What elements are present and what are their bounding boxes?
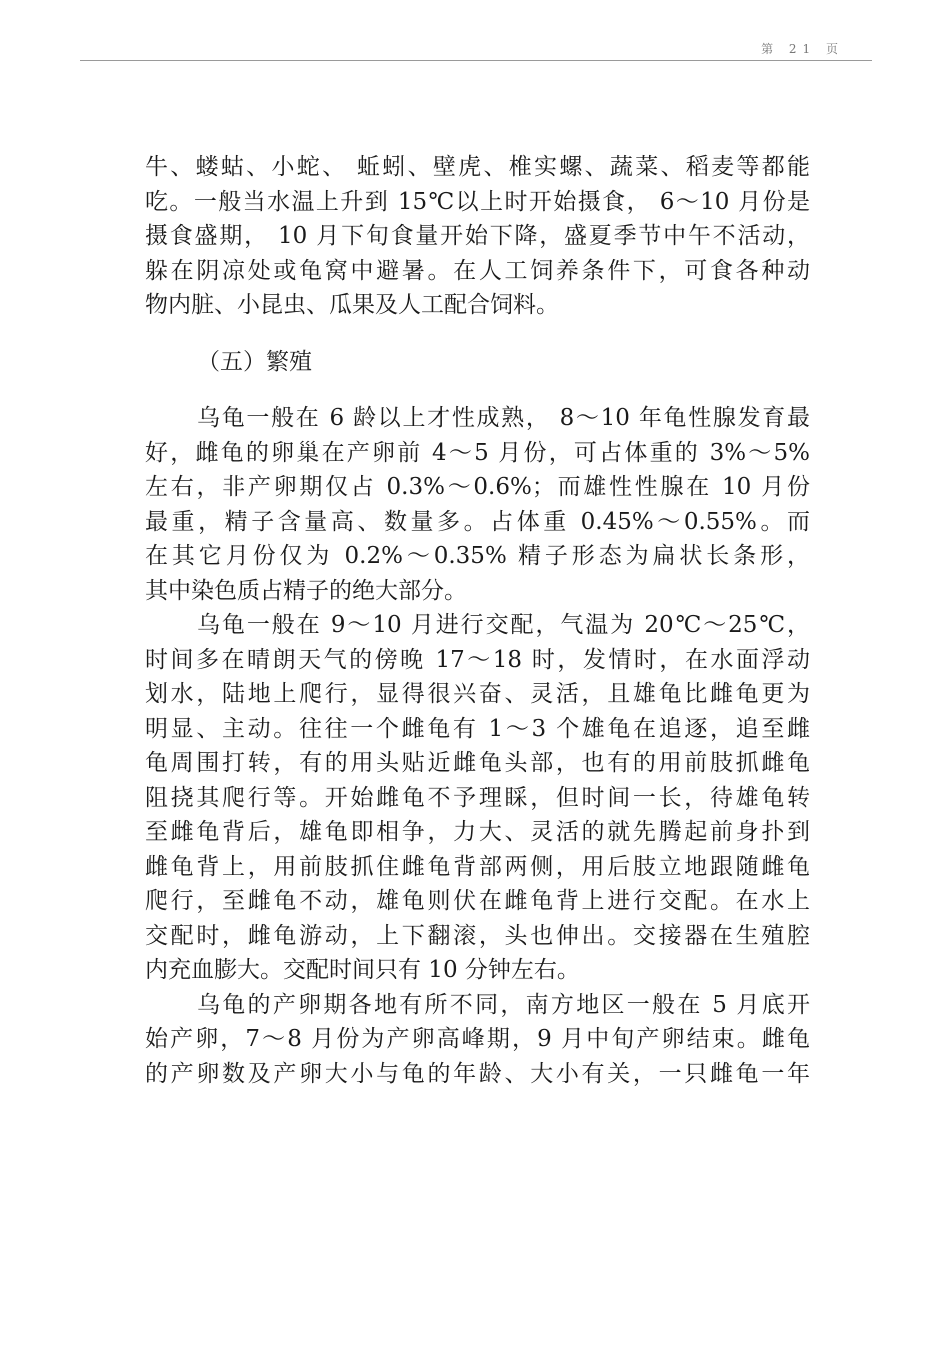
text-line: 物内脏、小昆虫、瓜果及人工配合饲料。: [145, 292, 559, 318]
text-line: 牛、蝼蛄、小蛇、 蚯蚓、壁虎、椎实螺、蔬菜、稻麦等都能: [145, 154, 810, 180]
text-line: 始产卵，7～8 月份为产卵高峰期，9 月中旬产卵结束。雌龟: [145, 1026, 810, 1052]
text-line: 时间多在晴朗天气的傍晚 17～18 时，发情时，在水面浮动: [145, 646, 810, 673]
section-heading: （五）繁殖: [197, 348, 312, 375]
text-line: 乌龟一般在 6 龄以上才性成熟， 8～10 年龟性腺发育最: [197, 405, 810, 431]
text-line: 其中染色质占精子的绝大部分。: [145, 577, 467, 604]
text-line: 爬行，至雌龟不动，雄龟则伏在雌龟背上进行交配。在水上: [145, 888, 810, 914]
page-number: 第 21 页: [761, 42, 844, 56]
text-line: 的产卵数及产卵大小与龟的年龄、大小有关，一只雌龟一年: [145, 1060, 810, 1087]
text-line: 最重，精子含量高、数量多。占体重 0.45%～0.55%。而: [145, 508, 810, 535]
text-line: 躲在阴凉处或龟窝中避暑。在人工饲养条件下，可食各种动: [145, 257, 810, 284]
text-line: 左右，非产卵期仅占 0.3%～0.6%；而雄性性腺在 10 月份: [145, 474, 810, 500]
text-line: 内充血膨大。交配时间只有 10 分钟左右。: [145, 957, 580, 983]
text-line: 吃。一般当水温上升到 15℃以上时开始摄食， 6～10 月份是: [145, 188, 810, 215]
paragraph-egg-laying: [145, 988, 810, 1092]
text-line: 划水，陆地上爬行，显得很兴奋、灵活，且雄龟比雌龟更为: [145, 681, 810, 707]
paragraph-mating: [145, 608, 810, 988]
text-line: 明显、主动。往往一个雌龟有 1～3 个雄龟在追逐，追至雌: [145, 715, 810, 742]
page-header: [80, 38, 872, 61]
paragraph-maturity: [145, 401, 810, 608]
paragraph-feeding: [145, 150, 810, 323]
text-line: 摄食盛期， 10 月下旬食量开始下降，盛夏季节中午不活动，: [145, 223, 810, 249]
text-line: 阻挠其爬行等。开始雌龟不予理睬，但时间一长，待雄龟转: [145, 784, 810, 811]
text-line: 雌龟背上，用前肢抓住雌龟背部两侧，用后肢立地跟随雌龟: [145, 853, 810, 880]
text-line: 乌龟一般在 9～10 月进行交配，气温为 20℃～25℃，: [197, 612, 810, 638]
document-body: [145, 150, 810, 1091]
text-line: 在其它月份仅为 0.2%～0.35% 精子形态为扁状长条形，: [145, 543, 810, 569]
text-line: 龟周围打转，有的用头贴近雌龟头部，也有的用前肢抓雌龟: [145, 750, 810, 776]
text-line: 交配时，雌龟游动，上下翻滚，头也伸出。交接器在生殖腔: [145, 922, 810, 949]
text-line: 乌龟的产卵期各地有所不同，南方地区一般在 5 月底开: [197, 991, 810, 1018]
text-line: 至雌龟背后，雄龟即相争，力大、灵活的就先腾起前身扑到: [145, 819, 810, 845]
text-line: 好，雌龟的卵巢在产卵前 4～5 月份，可占体重的 3%～5%: [145, 439, 810, 466]
